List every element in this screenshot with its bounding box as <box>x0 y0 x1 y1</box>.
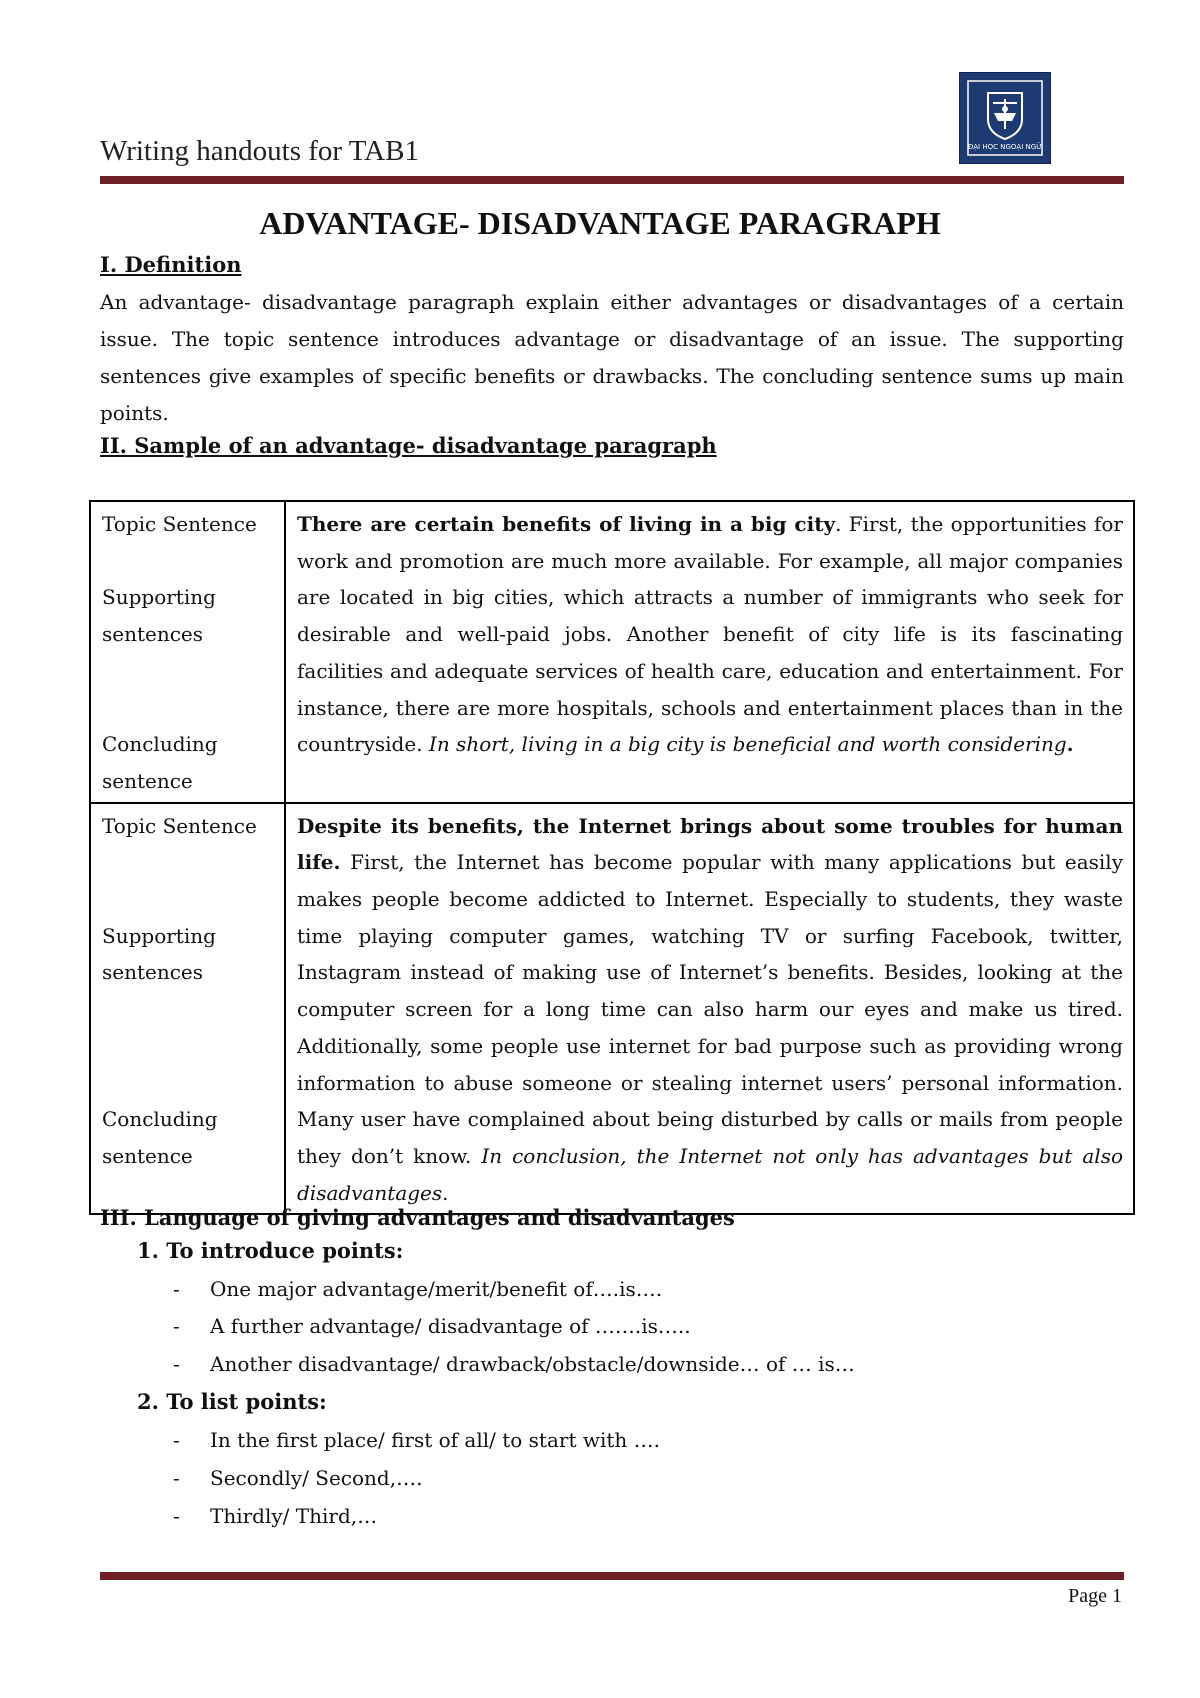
dash-marker: - <box>173 1277 180 1301</box>
header-title: Writing handouts for TAB1 <box>100 135 419 167</box>
label-cell <box>90 501 285 803</box>
concluding-sentence: In conclusion, the Internet not only has advantages but also disadvantages <box>297 1143 1123 1205</box>
list-item: - In the first place/ first of all/ to start with …. <box>173 1428 660 1452</box>
sentence-end: . <box>442 1180 449 1205</box>
section-sample-heading: II. Sample of an advantage- disadvantage paragraph <box>100 433 717 458</box>
supporting-label: Supporting <box>102 585 216 610</box>
dash-marker: - <box>173 1504 180 1528</box>
definition-paragraph: An advantage- disadvantage paragraph explain either advantages or disadvantages of a certain issue. The topic sentence introduces advantage or disadvantage of an issue. The supporting sentences give examples of specific benefits or drawbacks. The concluding sentence sums up main points. <box>100 290 1124 425</box>
topic-label: Topic Sentence <box>102 813 257 838</box>
topic-sentence: There are certain benefits of living in a big city <box>297 512 836 536</box>
sentence-end: . <box>1066 732 1074 757</box>
sample-paragraph <box>285 803 1134 1215</box>
concluding-label: Concluding <box>102 1107 218 1132</box>
supporting-sentences: . First, the opportunities for work and promotion are much more available. For example, all major companies are located in big cities, which attracts a number of immigrants who seek for desirable and well-paid jobs. Another benefit of city life is its fascinating facilities and adequate services of health care, education and entertainment. For instance, there are more hospitals, schools and entertainment places than in the countryside. <box>297 512 1123 757</box>
supporting-label-2: sentences <box>102 622 204 647</box>
page-title: ADVANTAGE- DISADVANTAGE PARAGRAPH <box>259 205 941 241</box>
list-item: - Thirdly/ Third,… <box>173 1504 378 1528</box>
dash-marker: - <box>173 1352 180 1376</box>
footer-rule <box>100 1572 1124 1580</box>
supporting-label: Supporting <box>102 923 216 948</box>
logo-caption: ĐẠI HỌC NGOẠI NGỮ <box>967 143 1043 151</box>
subheading-list-points: 2. To list points: <box>137 1389 327 1414</box>
list-item: - One major advantage/merit/benefit of….is…. <box>173 1277 663 1301</box>
supporting-sentences: First, the Internet has become popular with many applications but easily makes people become addicted to Internet. Especially to students, they waste time playing computer games, watching TV or surfing Facebook, twitter, Instagram instead of making use of Internet’s benefits. Besides, looking at the computer screen for a long time can also harm our eyes and make us tired. Additionally, some people use internet for bad purpose such as providing wrong information to abuse someone or stealing internet users’ personal information. Many user have complained about being disturbed by calls or mails from people they don’t know. <box>297 850 1123 1168</box>
concluding-sentence: In short, living in a big city is beneficial and worth considering <box>428 732 1067 757</box>
sample-table <box>89 500 1135 1215</box>
table-row <box>90 501 1134 803</box>
list-item: - Secondly/ Second,…. <box>173 1466 423 1490</box>
label-cell <box>90 803 285 1215</box>
dash-marker: - <box>173 1466 180 1490</box>
university-logo <box>959 72 1051 164</box>
section-definition-heading: I. Definition <box>100 252 242 277</box>
topic-sentence: Despite its benefits, the Internet brings about some troubles for human life. <box>297 813 1123 875</box>
page-number: Page 1 <box>1068 1585 1122 1607</box>
list-item: - A further advantage/ disadvantage of …….is….. <box>173 1314 691 1338</box>
list-item: - Another disadvantage/ drawback/obstacle/downside… of … is… <box>173 1352 855 1376</box>
header-rule <box>100 176 1124 184</box>
concluding-label: Concluding <box>102 732 218 757</box>
sample-paragraph <box>285 501 1134 803</box>
dash-marker: - <box>173 1314 180 1338</box>
dash-marker: - <box>173 1428 180 1452</box>
subheading-introduce-points: 1. To introduce points: <box>137 1238 404 1263</box>
concluding-label-2: sentence <box>102 768 193 793</box>
table-row <box>90 803 1134 1215</box>
supporting-label-2: sentences <box>102 960 204 985</box>
topic-label: Topic Sentence <box>102 512 257 536</box>
concluding-label-2: sentence <box>102 1143 193 1168</box>
section-language-heading: III. Language of giving advantages and disadvantages <box>100 1205 735 1230</box>
